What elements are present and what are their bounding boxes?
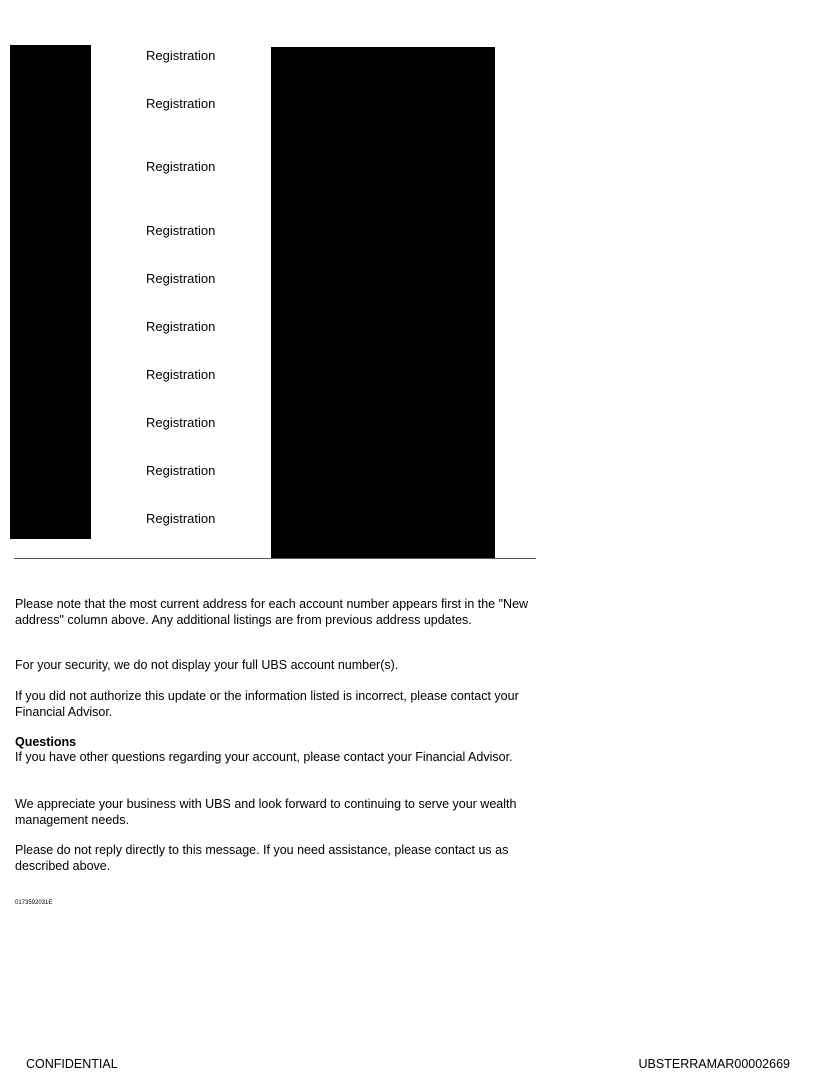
registration-label: Registration [146,511,216,526]
registration-label: Registration [146,271,216,286]
registration-label: Registration [146,159,216,174]
table-divider [14,558,536,559]
do-not-reply-paragraph: Please do not reply directly to this message. If you need assistance, please contact us as described above. [15,843,509,873]
registration-label: Registration [146,319,216,334]
registration-label: Registration [146,463,216,478]
redaction-block-left [10,45,91,539]
bates-number: UBSTERRAMAR00002669 [638,1057,790,1071]
address-note-paragraph: Please note that the most current address for each account number appears first in the "New address" column above. Any additional listings are from previous address updates. [15,597,529,627]
confidential-label: CONFIDENTIAL [26,1057,118,1071]
security-note-paragraph: For your security, we do not display your full UBS account number(s). [15,658,399,672]
appreciation-paragraph: We appreciate your business with UBS and look forward to continuing to serve your wealth management needs. [15,797,517,827]
registration-label: Registration [146,415,216,430]
questions-paragraph: If you have other questions regarding your account, please contact your Financial Advisor. [15,750,513,764]
authorization-note-paragraph: If you did not authorize this update or the information listed is incorrect, please contact your Financial Advisor. [15,689,519,719]
registration-label: Registration [146,223,216,238]
questions-heading: Questions [15,735,77,749]
redaction-block-right [271,47,495,558]
registration-label: Registration [146,367,216,382]
reference-code: 0173592031E [15,900,53,906]
registration-label: Registration [146,48,216,63]
registration-label: Registration [146,96,216,111]
